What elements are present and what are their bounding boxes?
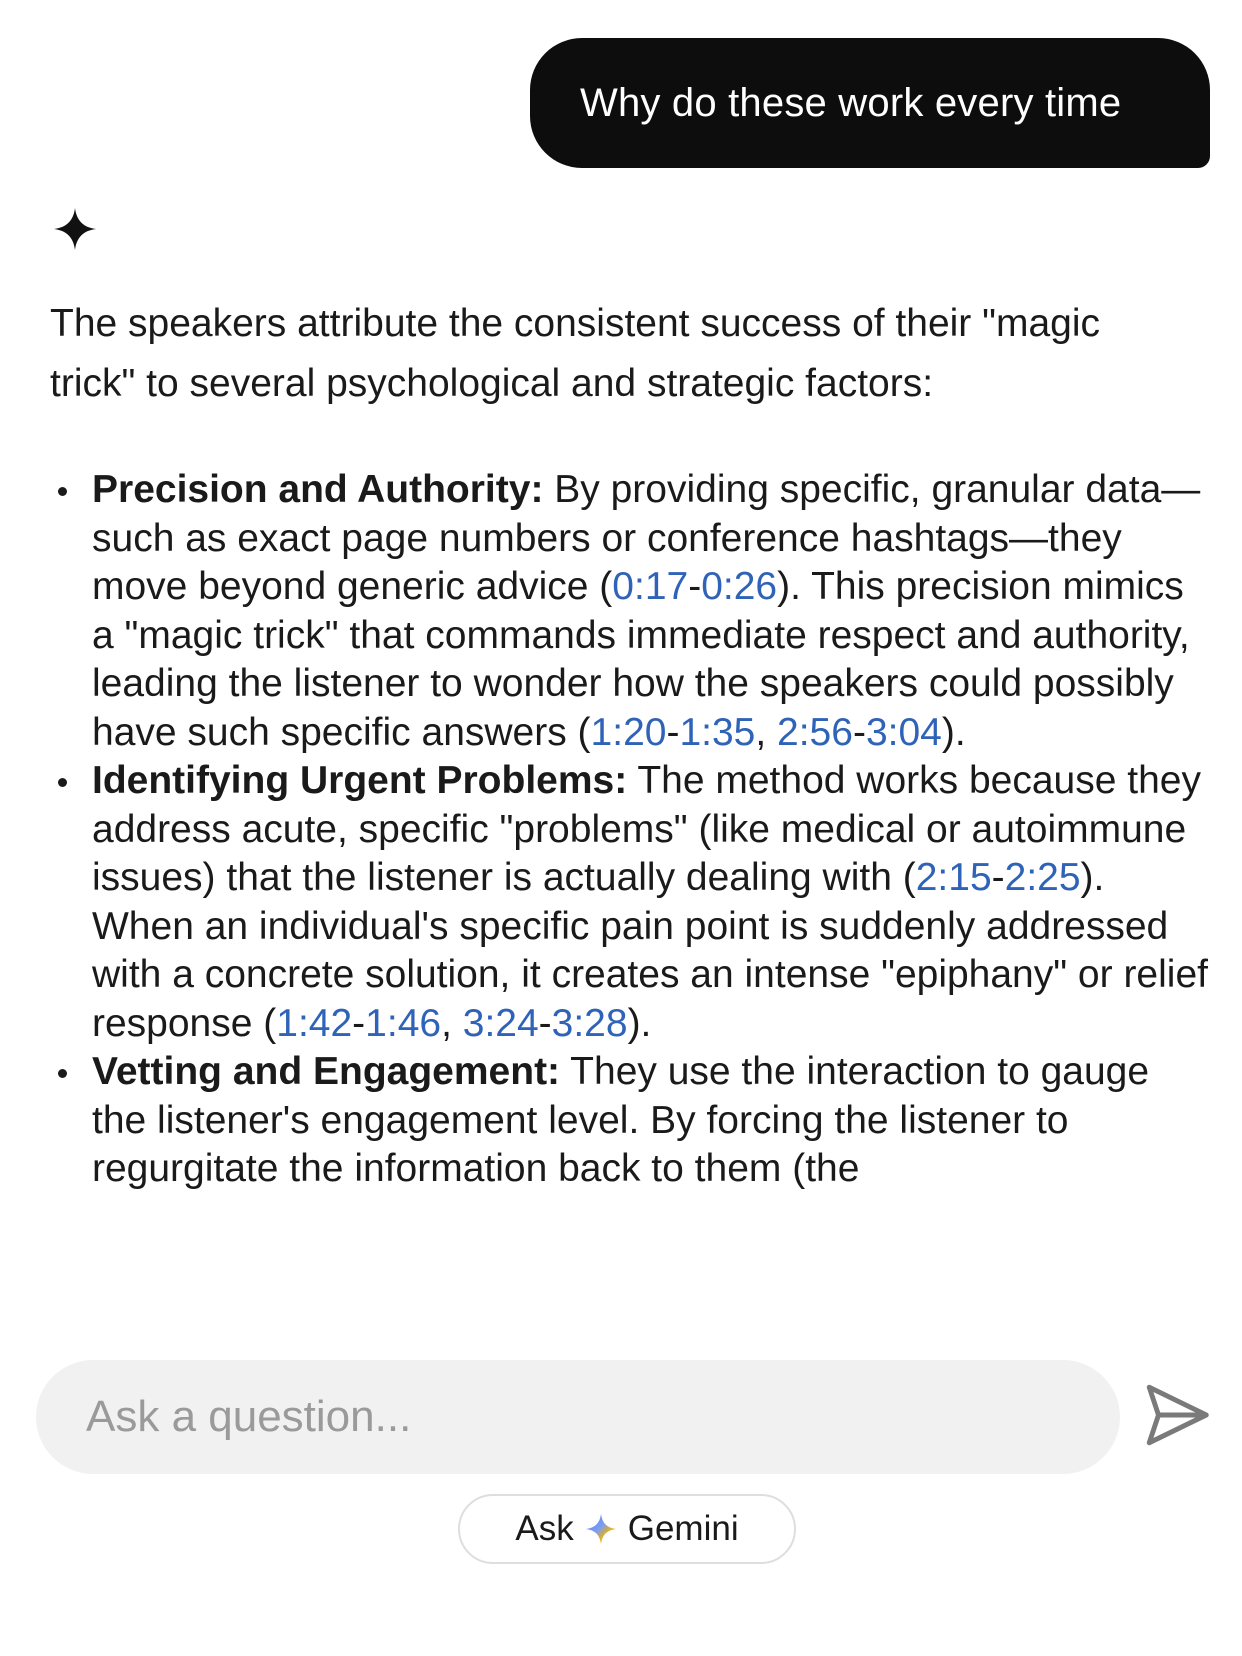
bullet-item (50, 466, 1210, 757)
bullet-title: Precision and Authority: (92, 468, 544, 511)
dash: - (852, 710, 866, 754)
bullet-text: ). (941, 710, 966, 754)
dash: - (666, 710, 680, 754)
question-composer[interactable] (36, 1360, 1120, 1474)
ask-label: Ask (515, 1509, 574, 1548)
bullet-item (50, 757, 1210, 1048)
dash: - (991, 856, 1005, 899)
ask-gemini-button[interactable] (458, 1494, 796, 1564)
separator: , (755, 710, 778, 754)
answer-bullet-list (50, 466, 1210, 1194)
send-icon[interactable] (1140, 1378, 1214, 1452)
gemini-sparkle-icon (584, 1512, 618, 1546)
timestamp-link[interactable]: 3:04 (865, 710, 942, 754)
bullet-title: Identifying Urgent Problems: (92, 759, 628, 802)
bullet-text: ). When an individual's specific pain point is suddenly addressed with a concrete solution, it creates an intense "epiphany" or relief response ( (92, 856, 1208, 1045)
user-message-text: Why do these work every time (580, 80, 1122, 125)
timestamp-link[interactable]: 2:56 (777, 710, 853, 754)
gemini-brand-label: Gemini (627, 1509, 739, 1548)
timestamp-link[interactable]: 0:26 (701, 565, 778, 608)
dash: - (352, 1001, 366, 1045)
answer-intro: The speakers attribute the consistent success of their "magic trick" to several psychological and strategic factors: (50, 302, 1101, 405)
bullet-text: ). This precision mimics a "magic trick" that commands immediate respect and authority, leading the listener to wonder how the speakers could possibly have such specific answers ( (92, 565, 1190, 754)
bullet-text: By providing specific, granular data—such as exact page numbers or conference hashtags—they move beyond generic advice ( (92, 468, 1201, 608)
timestamp-link[interactable]: 3:24 (462, 1001, 539, 1045)
bullet-title: Vetting and Engagement: (92, 1050, 561, 1093)
bullet-text: ). (627, 1001, 652, 1045)
dash: - (688, 565, 702, 608)
timestamp-link[interactable]: 3:28 (551, 1001, 628, 1045)
bullet-text: The method works because they address acute, specific "problems" (like medical or autoimmune issues) that the listener is actually dealing with ( (92, 759, 1201, 899)
assistant-answer (50, 294, 1210, 1330)
timestamp-link[interactable]: 0:17 (612, 565, 689, 608)
sparkle-icon (54, 208, 96, 250)
separator: , (441, 1001, 463, 1045)
bullet-item (50, 1048, 1210, 1194)
timestamp-link[interactable]: 1:46 (365, 1001, 442, 1045)
question-input[interactable] (86, 1392, 1120, 1442)
timestamp-link[interactable]: 1:42 (276, 1001, 353, 1045)
dash: - (538, 1001, 552, 1045)
timestamp-link[interactable]: 1:35 (679, 710, 756, 754)
timestamp-link[interactable]: 2:15 (915, 856, 992, 899)
timestamp-link[interactable]: 2:25 (1004, 856, 1081, 899)
timestamp-link[interactable]: 1:20 (590, 710, 667, 754)
bullet-text: They use the interaction to gauge the listener's engagement level. By forcing the listener to regurgitate the information back to them (the (92, 1050, 1150, 1190)
user-message-bubble (530, 38, 1210, 168)
